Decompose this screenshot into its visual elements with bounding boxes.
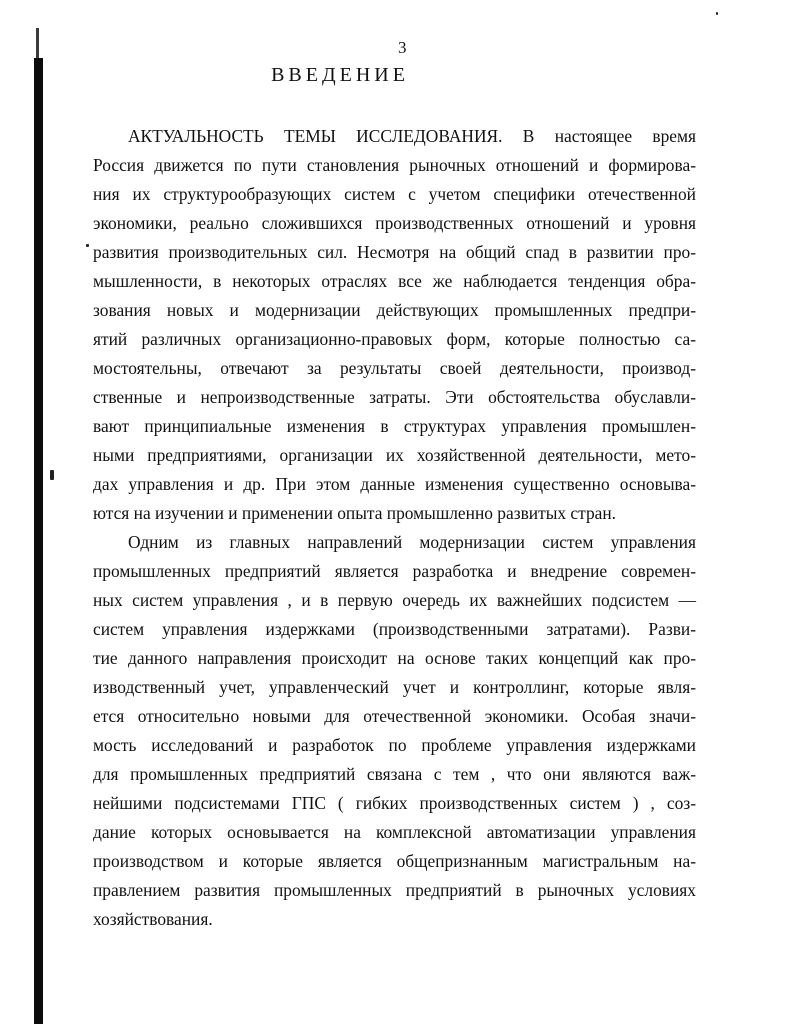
scan-edge-mark (36, 28, 39, 58)
text-line: дах управления и др. При этом данные изменения существенно основыва- (93, 474, 696, 494)
scan-binding-edge (34, 58, 43, 1024)
text-line: развития производительных сил. Несмотря на общий спад в развитии про- (93, 242, 696, 262)
text-line: промышленных предприятий является разработка и внедрение современ- (93, 561, 696, 581)
page-title: ВВЕДЕНИЕ (271, 64, 409, 86)
text-line: мость исследований и разработок по проблеме управления издержками (93, 735, 696, 755)
text-line: экономики, реально сложившихся производственных отношений и уровня (93, 213, 696, 233)
text-line: дание которых основывается на комплексной автоматизации управления (93, 822, 696, 842)
text-line: мостоятельны, отвечают за результаты своей деятельности, производ- (93, 358, 696, 378)
text-line: мышленности, в некоторых отраслях все же наблюдается тенденция обра- (93, 271, 696, 291)
scan-speck (86, 244, 89, 247)
text-line: производством и которые является общепризнанным магистральным на- (93, 851, 696, 871)
text-line: зования новых и модернизации действующих промышленных предпри- (93, 300, 696, 320)
text-line: вают принципиальные изменения в структурах управления промышлен- (93, 416, 696, 436)
text-line: для промышленных предприятий связана с тем , что они являются важ- (93, 764, 696, 784)
text-line: АКТУАЛЬНОСТЬ ТЕМЫ ИССЛЕДОВАНИЯ. В настоящее время (128, 126, 696, 146)
text-line: ется относительно новыми для отечественной экономики. Особая значи- (93, 706, 696, 726)
document-body (93, 122, 696, 934)
text-line: ния их структурообразующих систем с учетом специфики отечественной (93, 184, 696, 204)
text-line: ятий различных организационно-правовых форм, которые полностью са- (93, 329, 696, 349)
text-line: ных систем управления , и в первую очередь их важнейших подсистем — (93, 590, 696, 610)
text-line: ственные и непроизводственные затраты. Эти обстоятельства обуславли- (93, 387, 696, 407)
text-line: нейшими подсистемами ГПС ( гибких производственных систем ) , соз- (93, 793, 696, 813)
text-line: правлением развития промышленных предприятий в рыночных условиях (93, 880, 696, 900)
paragraph-2 (93, 528, 696, 934)
text-line: ными предприятиями, организации их хозяйственной деятельности, мето- (93, 445, 696, 465)
scan-speck (50, 470, 54, 480)
scan-speck (716, 12, 718, 15)
text-line: хозяйствования. (93, 909, 213, 929)
text-line: тие данного направления происходит на основе таких концепций как про- (93, 648, 696, 668)
paragraph-1 (93, 122, 696, 528)
text-line: Россия движется по пути становления рыночных отношений и формирова- (93, 155, 696, 175)
page-number: 3 (398, 38, 407, 57)
text-line: Одним из главных направлений модернизации систем управления (128, 532, 696, 552)
text-line: изводственный учет, управленческий учет и контроллинг, которые явля- (93, 677, 696, 697)
text-line: систем управления издержками (производственными затратами). Разви- (93, 619, 696, 639)
text-line: ются на изучении и применении опыта промышленно развитых стран. (93, 503, 617, 523)
